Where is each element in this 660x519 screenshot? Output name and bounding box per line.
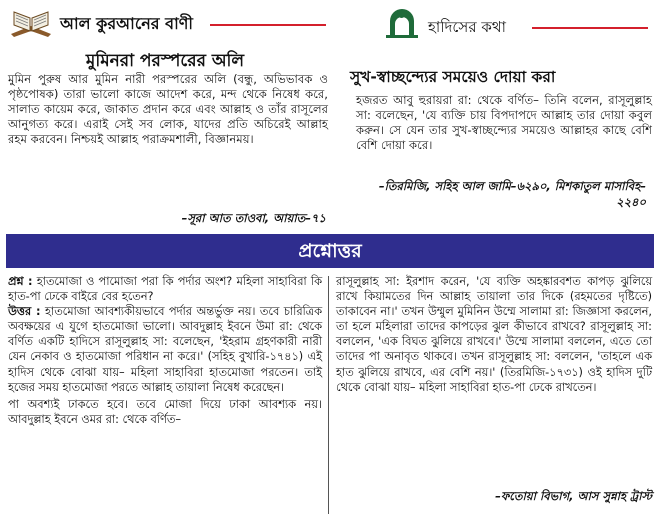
hadith-title: সুখ-স্বাচ্ছন্দ্যের সময়েও দোয়া করা (350, 68, 556, 86)
quran-source: –সূরা আত তাওবা, আয়াত–৭১ (181, 211, 326, 225)
qa-column-left (8, 274, 322, 427)
hadith-section-header: হাদিসের কথা (428, 18, 506, 36)
hadith-header-rule (532, 27, 648, 29)
qa-source: –ফতোয়া বিভাগ, আস সুন্নাহ ট্রাস্ট (495, 489, 652, 503)
answer-text-part1: হাতমোজা আবশ্যকীয়ভাবে পর্দার অন্তর্ভুক্ত নয়। তবে চারিত্রিক অবক্ষয়ের এ যুগে হাতমোজা ভালো। আবদুল্লাহ ইবনে উমা রা: থেকে বর্ণিত একটি হাদিসে রাসূলুল্লাহ সা: বলেছেন, 'ইহরাম গ্রহণকারী নারী যেন নেকাব ও হাতমোজা পরিধান না করে।' (সহিহ বুখারি-১৭৪১) এই হাদিস থেকে বোঝা যায়– মহিলা সাহাবিরা হাতমোজা পরতেন। তাই হজের সময় হাতমোজা পরতে আল্লাহ তায়ালা নিষেধ করেছেন। (8, 305, 322, 394)
question-text: হাতমোজা ও পামোজা পরা কি পর্দার অংশ? মহিলা সাহাবিরা কি হাত-পা ঢেকে বাইরে বের হতেন? (8, 275, 322, 304)
mosque-icon (384, 7, 420, 39)
qa-column-right: রাসূলুল্লাহ সা: ইরশাদ করেন, 'যে ব্যক্তি অহঙ্কারবশত কাপড় ঝুলিয়ে রাখে কিয়ামতের দিন আল্লাহ তায়ালা তার দিকে (রহমতের দৃষ্টিতে) তাকাবেন না।' তখন উম্মুল মুমিনিন উম্মে সালামা রা: জিজ্ঞাসা করলেন, তা হলে মহিলারা তাদের কাপড়ের ঝুল কীভাবে রাখবে? রাসূলুল্লাহ সা: বললেন, 'এক বিঘত ঝুলিয়ে রাখবে।' উম্মে সালামা বললেন, এতে তো তাদের পা অনাবৃত থাকবে। তখন রাসূলুল্লাহ সা: বললেন, 'তাহলে এক হাত ঝুলিয়ে রাখবে, এর বেশি নয়।' (তিরমিজি-১৭৩১) ওই হাদিস দুটি থেকে বোঝা যায়– মহিলা সাহাবিরা হাত-পা ঢেকে রাখতেন। (336, 275, 652, 394)
hadith-text: হজরত আবু হুরায়রা রা: থেকে বর্ণিত– তিনি বলেন, রাসূলুল্লাহ সা: বলেছেন, 'যে ব্যক্তি চায় বিপদাপদে আল্লাহ তার দোয়া কবুল করুন। সে যেন তার সুখ-স্বাচ্ছন্দ্যের সময়েও আল্লাহর কাছে বেশি বেশি দোয়া করে। (356, 93, 652, 152)
quran-book-icon (8, 4, 54, 38)
quran-verse-text: মুমিন পুরুষ আর মুমিন নারী পরস্পরের অলি (বন্ধু, অভিভাবক ও পৃষ্ঠপোষক) তারা ভালো কাজে আদেশ করে, মন্দ থেকে নিষেধ করে, সালাত কায়েম করে, জাকাত প্রদান করে এবং আল্লাহ ও তাঁর রাসূলের আনুগত্য করে। এরাই সেই সব লোক, যাদের প্রতি অচিরেই আল্লাহ রহম করবেন। নিশ্চয়ই আল্লাহ পরাক্রমশালী, বিজ্ঞানময়। (8, 72, 328, 146)
answer-label: উত্তর : (8, 305, 41, 319)
quran-header-rule (210, 24, 326, 26)
hadith-source: –তিরমিজি, সহিহ আল জামি–৬২৯০, মিশকাতুল মাসাবিহ–২২৪০ (378, 179, 646, 209)
qa-banner-title: প্রশ্নোত্তর (298, 240, 362, 262)
answer-text-part2: পা অবশ্যই ঢাকতে হবে। তবে মোজা দিয়ে ঢাকা আবশ্যক নয়। আবদুল্লাহ ইবনে ওমর রা: থেকে বর্ণিত– (8, 397, 322, 426)
quran-section-header: আল কুরআনের বাণী (60, 14, 193, 33)
question-label: প্রশ্ন : (8, 275, 33, 288)
column-divider (328, 276, 329, 514)
quran-title: মুমিনরা পরস্পরের অলি (85, 51, 245, 71)
qa-banner (6, 234, 654, 268)
